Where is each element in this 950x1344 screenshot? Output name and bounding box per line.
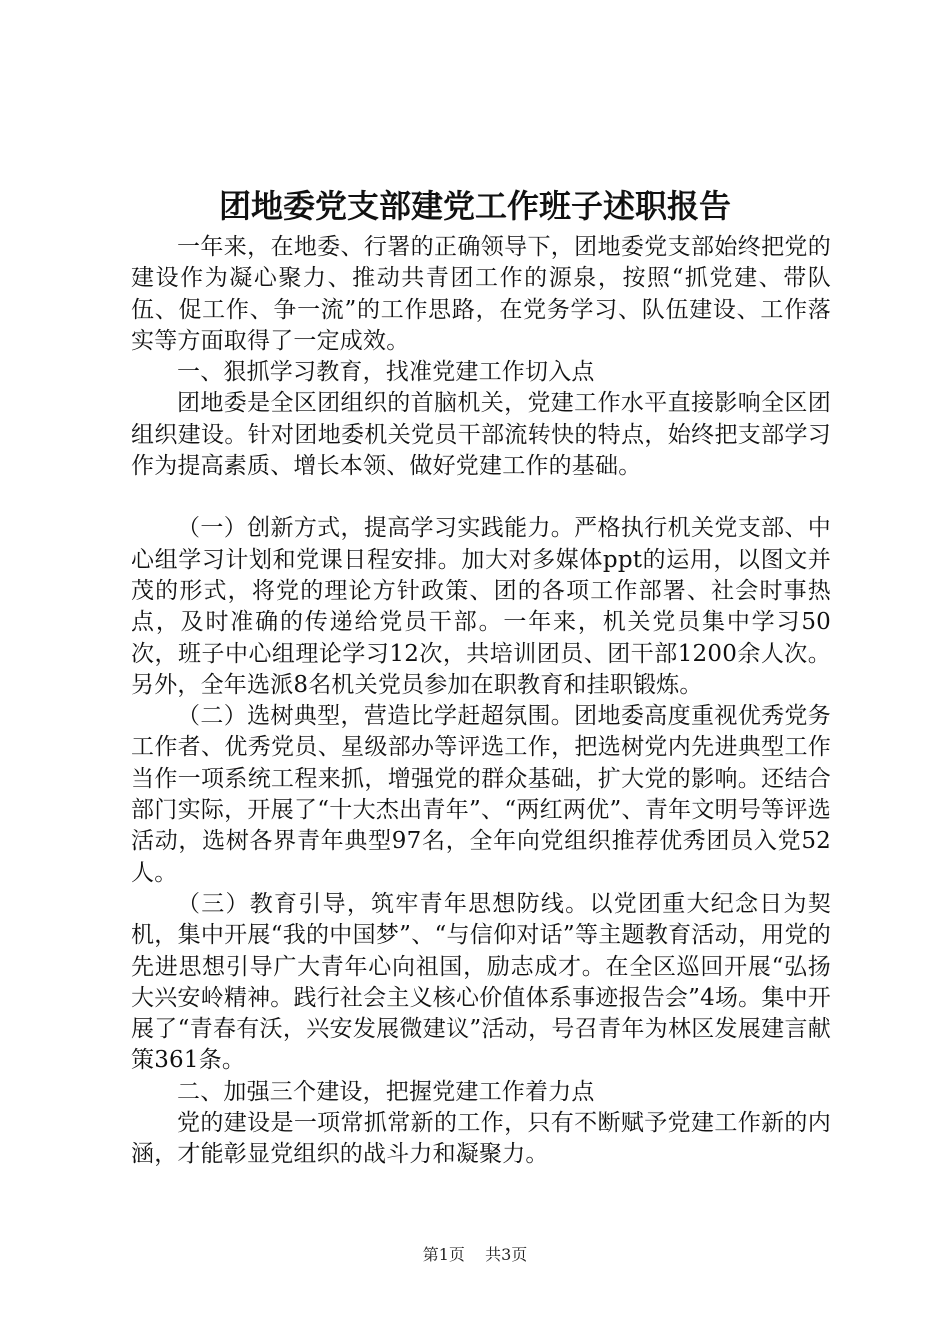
- paragraph-item-1: （一）创新方式，提高学习实践能力。严格执行机关党支部、中心组学习计划和党课日程安排。加大对多媒体ppt的运用，以图文并茂的形式，将党的理论方针政策、团的各项工作部署、社会时事热点，及时准确的传递给党员干部。一年来，机关党员集中学习50次，班子中心组理论学习12次，共培训团员、团干部1200余人次。另外，全年选派8名机关党员参加在职教育和挂职锻炼。: [131, 515, 831, 698]
- section-heading-2: 二、加强三个建设，把握党建工作着力点: [177, 1078, 595, 1105]
- paragraph-item-3: （三）教育引导，筑牢青年思想防线。以党团重大纪念日为契机，集中开展“我的中国梦”、“与信仰对话”等主题教育活动，用党的先进思想引导广大青年心向祖国，励志成才。在全区巡回开展“弘扬大兴安岭精神。践行社会主义核心价值体系事迹报告会”4场。集中开展了“青春有沃，兴安发展微建议”活动，号召青年为林区发展建言献策361条。: [131, 890, 831, 1074]
- paragraph-item-2: （二）选树典型，营造比学赶超氛围。团地委高度重视优秀党务工作者、优秀党员、星级部办等评选工作，把选树党内先进典型工作当作一项系统工程来抓，增强党的群众基础，扩大党的影响。还结合部门实际，开展了“十大杰出青年”、“两红两优”、青年文明号等评选活动，选树各界青年典型97名，全年向党组织推荐优秀团员入党52人。: [131, 703, 831, 886]
- document-title: 团地委党支部建党工作班子述职报告: [218, 187, 731, 225]
- paragraph-section-1-intro: 团地委是全区团组织的首脑机关，党建工作水平直接影响全区团组织建设。针对团地委机关党员干部流转快的特点，始终把支部学习作为提高素质、增长本领、做好党建工作的基础。: [131, 390, 831, 480]
- document-body: [131, 232, 831, 1171]
- page-total: 共3页: [485, 1245, 528, 1264]
- section-heading-1: 一、狠抓学习教育，找准党建工作切入点: [177, 359, 595, 386]
- paragraph-intro: 一年来，在地委、行署的正确领导下，团地委党支部始终把党的建设作为凝心聚力、推动共青团工作的源泉，按照“抓党建、带队伍、促工作、争一流”的工作思路，在党务学习、队伍建设、工作落实等方面取得了一定成效。: [131, 234, 831, 354]
- page-number: 第1页: [422, 1245, 465, 1264]
- paragraph-section-2-intro: 党的建设是一项常抓常新的工作，只有不断赋予党建工作新的内涵，才能彰显党组织的战斗力和凝聚力。: [131, 1110, 831, 1168]
- page-footer: [0, 1243, 950, 1267]
